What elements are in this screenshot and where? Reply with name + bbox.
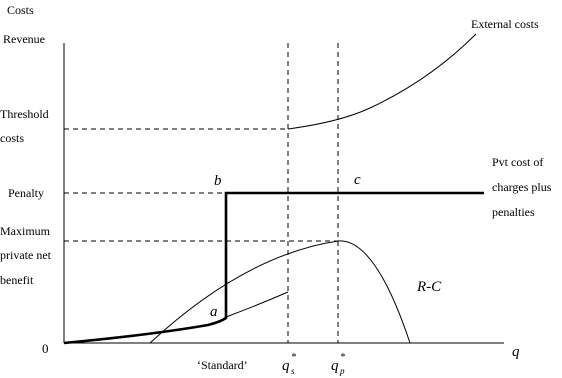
svg-text:*: * [340,352,345,363]
pvt-cost-label-line2: charges plus [492,180,552,194]
qs-star-label [282,352,296,376]
external-costs-label: External costs [471,17,539,31]
point-a-label: a [210,304,218,320]
r-minus-c-label: R-C [417,279,442,295]
pvt-cost-bold-line [64,193,484,343]
max-benefit-label-line1: Maximum [0,224,50,238]
x-axis-label: q [512,344,520,360]
svg-text:*: * [291,352,296,363]
pvt-cost-label-line3: penalties [492,205,535,219]
threshold-label-line1: Threshold [0,107,49,121]
svg-text:p: p [340,366,345,376]
post-standard-thin-curve [226,292,288,317]
svg-text:s: s [291,366,295,376]
qp-star-label [331,352,345,376]
max-benefit-label-line3: benefit [0,273,34,287]
standard-label: ‘Standard’ [197,358,248,372]
threshold-label-line2: costs [0,131,24,145]
max-benefit-label-line2: private net [0,248,51,262]
point-b-label: b [214,173,222,189]
y-axis-label-costs: Costs [7,3,34,17]
pvt-cost-label-line1: Pvt cost of [492,155,544,169]
penalty-label: Penalty [8,186,44,200]
external-costs-curve [288,34,476,129]
y-axis-label-revenue: Revenue [3,32,45,46]
svg-text:q: q [282,358,290,374]
svg-text:q: q [331,358,339,374]
point-c-label: c [354,172,361,188]
origin-label: 0 [42,341,49,356]
